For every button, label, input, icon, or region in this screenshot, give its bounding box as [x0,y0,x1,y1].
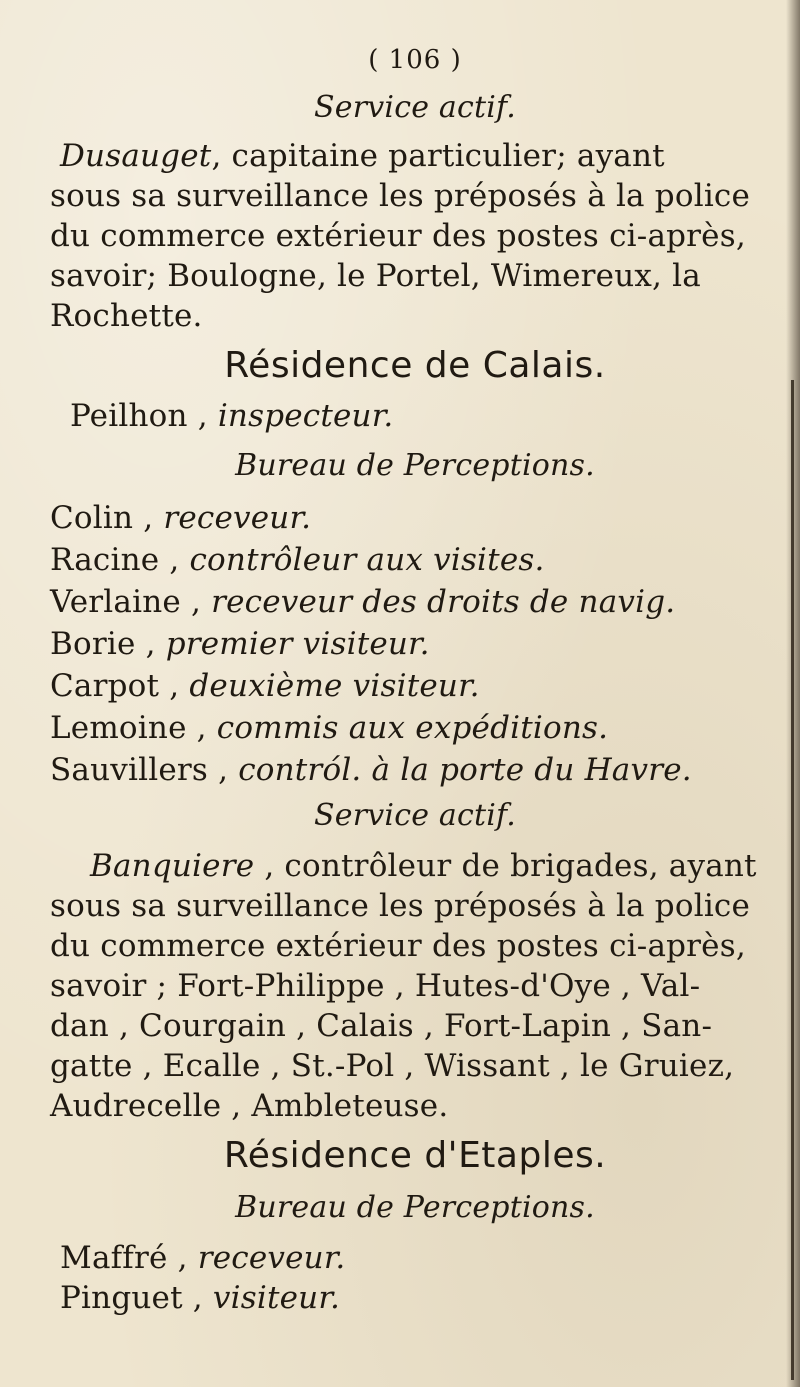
paragraph-line: dan , Courgain , Calais , Fort-Lapin , San- [50,1008,713,1044]
staff-role: contról. à la porte du Havre. [238,752,692,788]
staff-name: Pinguet , [60,1280,203,1316]
staff-name: Borie , [50,626,156,662]
staff-role: receveur des droits de navig. [211,584,676,620]
paragraph-line: du commerce extérieur des postes ci-après, [50,928,746,964]
staff-entry [50,626,430,662]
staff-name: Colin , [50,500,154,536]
staff-entry [50,752,692,788]
staff-name: Peilhon , [70,398,208,434]
paragraph-line: Rochette. [50,298,203,334]
officer-name: Banquiere [90,848,255,884]
staff-role: visiteur. [212,1280,341,1316]
staff-entry [60,1280,340,1316]
officer-name: Dusauget [60,138,212,174]
staff-role: deuxième visiteur. [189,668,480,704]
paragraph-line [60,138,665,174]
staff-role: receveur. [197,1240,346,1276]
page-number: ( 106 ) [368,45,462,75]
staff-name: Racine , [50,542,180,578]
staff-entry [50,500,311,536]
paragraph-line: Audrecelle , Ambleteuse. [50,1088,449,1124]
paragraph-text: , capitaine particulier; ayant [211,138,665,174]
paragraph-text: , contrôleur de brigades, ayant [254,848,757,884]
staff-role: premier visiteur. [165,626,430,662]
staff-role: commis aux expéditions. [216,710,609,746]
staff-name: Lemoine , [50,710,207,746]
paragraph-line: sous sa surveillance les préposés à la police [50,888,751,924]
staff-role: contrôleur aux visites. [189,542,545,578]
bureau-title-etaples: Bureau de Perceptions. [235,1190,595,1225]
paragraph-line: gatte , Ecalle , St.-Pol , Wissant , le Gruiez, [50,1048,735,1084]
paragraph-line [90,848,757,884]
section-title-service-actif-2: Service actif. [314,798,516,833]
bureau-title-calais: Bureau de Perceptions. [235,448,595,483]
staff-role: receveur. [163,500,312,536]
paragraph-line: savoir; Boulogne, le Portel, Wimereux, la [50,258,701,294]
paragraph-line: savoir ; Fort-Philippe , Hutes-d'Oye , Val- [50,968,701,1004]
staff-entry [50,668,480,704]
page-edge-line [791,380,794,1380]
staff-entry [50,710,608,746]
staff-name: Maffré , [60,1240,188,1276]
staff-entry [50,542,545,578]
staff-name: Sauvillers , [50,752,229,788]
staff-name: Carpot , [50,668,180,704]
paragraph-line: du commerce extérieur des postes ci-après, [50,218,746,254]
staff-name: Verlaine , [50,584,202,620]
inspector-entry [70,398,393,434]
residence-heading-calais: Résidence de Calais. [224,345,606,386]
paragraph-line: sous sa surveillance les préposés à la police [50,178,751,214]
staff-entry [50,584,675,620]
staff-role: inspecteur. [217,398,394,434]
staff-entry [60,1240,345,1276]
section-title-service-actif-1: Service actif. [314,90,516,125]
residence-heading-etaples: Résidence d'Etaples. [223,1135,607,1176]
